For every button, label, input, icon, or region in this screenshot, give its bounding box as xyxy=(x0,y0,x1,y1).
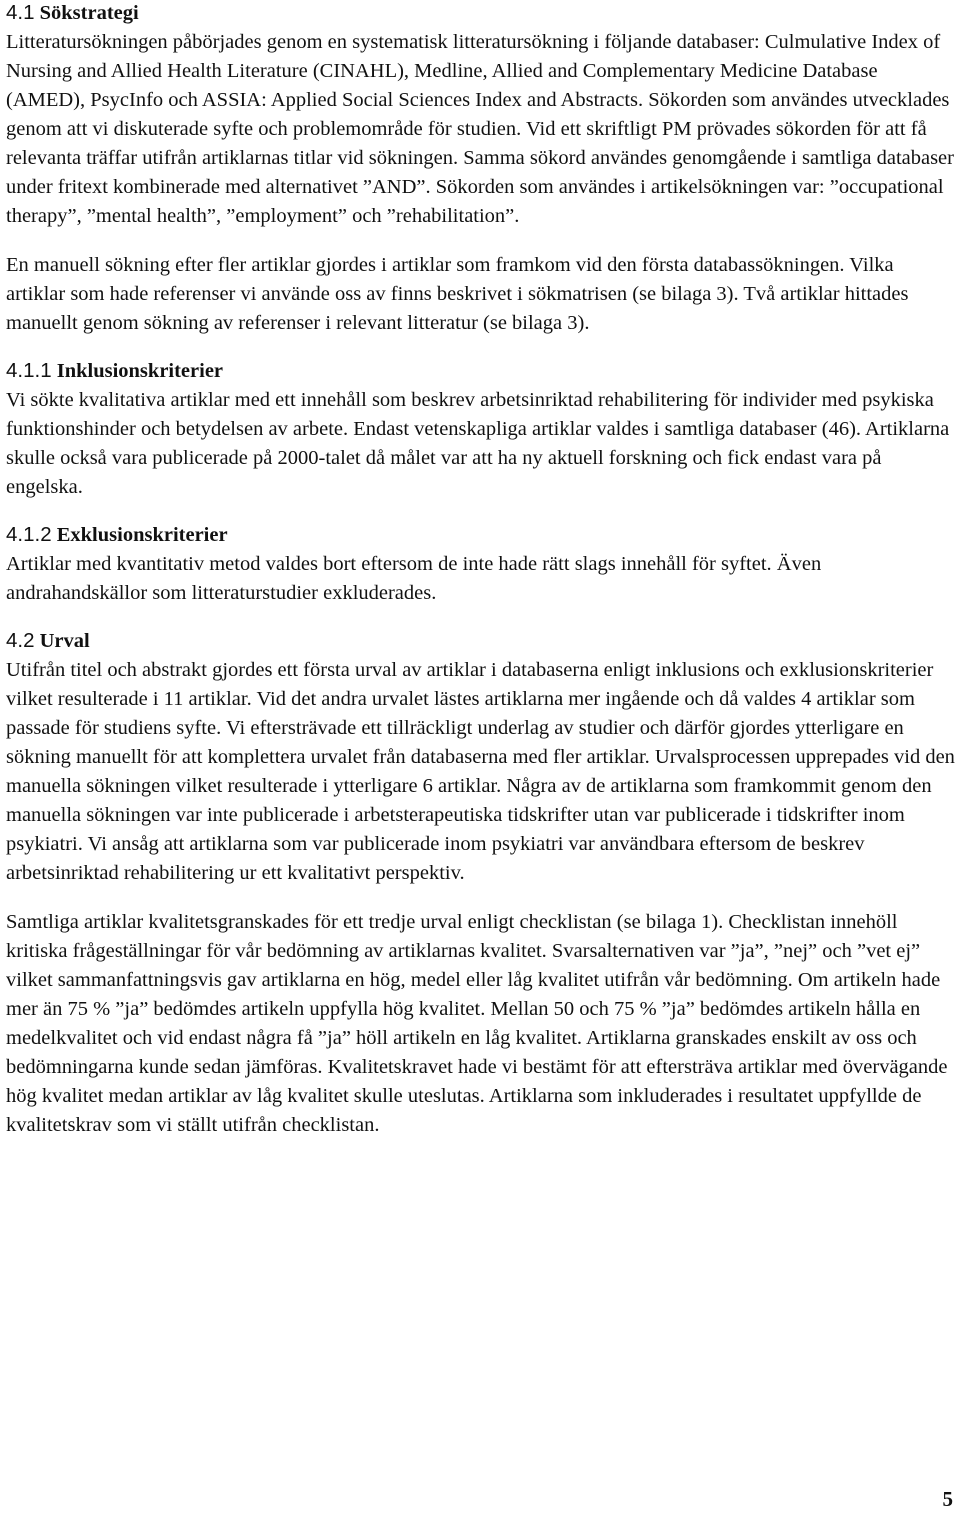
paragraph: Artiklar med kvantitativ metod valdes bort eftersom de inte hade rätt slags innehåll för syftet. Även andrahandskällor som litteraturstudier exkluderades. xyxy=(6,553,822,604)
section-number: 4.1.1 xyxy=(6,359,52,382)
paragraph: En manuell sökning efter fler artiklar gjordes i artiklar som framkom vid den första databassökningen. Vilka artiklar som hade referenser vi använde oss av finns beskrivet i sökmatrisen (se bilaga 3). Två artiklar hittades manuellt genom sökning av referenser i relevant litteratur (se bilaga 3). xyxy=(6,254,909,334)
page-number: 5 xyxy=(942,1487,953,1511)
paragraph: Vi sökte kvalitativa artiklar med ett innehåll som beskrev arbetsinriktad rehabilitering för individer med psykiska funktionshinder och betydelsen av arbete. Endast vetenskapliga artiklar valdes i samtliga databaser (46). Artiklarna skulle också vara publicerade på 2000-talet då målet var att ha ny aktuell forskning och fick endast vara på engelska. xyxy=(6,389,950,498)
paragraph: Litteratursökningen påbörjades genom en systematisk litteratursökning i följande databaser: Culmulative Index of Nursing and Allied Health Literature (CINAHL), Medline, Allied and Complementary Medicine Database (AMED), PsycInfo och ASSIA: Applied Social Sciences Index and Abstracts. Sökorden som användes utvecklades genom att vi diskuterade syfte och problemområde för studien. Vid ett skriftligt PM prövades sökorden för att få relevanta träffar utifrån artiklarnas titlar vid sökningen. Samma sökord användes genomgående i samtliga databaser under fritext kombinerade med alternativet ”AND”. Sökorden som användes i artikelsökningen var: ”occupational therapy”, ”mental health”, ”employment” och ”rehabilitation”. xyxy=(6,31,954,227)
section-title: Exklusionskriterier xyxy=(56,524,228,546)
section-heading-4-1 xyxy=(6,0,956,28)
section-title: Urval xyxy=(39,630,90,652)
paragraph: Samtliga artiklar kvalitetsgranskades för ett tredje urval enligt checklistan (se bilaga 1). Checklistan innehöll kritiska frågeställningar för vår bedömning av artiklarnas kvalitet. Svarsalternativen var ”ja”, ”nej” och ”vet ej” vilket sammanfattningsvis gav artiklarna en hög, medel eller låg kvalitet utifrån vår bedömning. Om artikeln hade mer än 75 % ”ja” bedömdes artikeln uppfylla hög kvalitet. Mellan 50 och 75 % ”ja” bedömdes artikeln hålla en medelkvalitet och vid endast några få ”ja” höll artikeln en låg kvalitet. Artiklarna granskades enskilt av oss och bedömningarna kunde sedan jämföras. Kvalitetskravet hade vi bestämt för att eftersträva artiklar med övervägande hög kvalitet medan artiklar av låg kvalitet skulle uteslutas. Artiklarna som inkluderades i resultatet uppfyllde de kvalitetskrav som vi ställt utifrån checklistan. xyxy=(6,911,948,1136)
section-heading-4-1-1 xyxy=(6,356,956,386)
section-number: 4.1.2 xyxy=(6,523,52,546)
section-heading-4-1-2 xyxy=(6,520,956,550)
section-title: Sökstrategi xyxy=(39,2,139,24)
section-heading-4-2 xyxy=(6,626,956,656)
section-number: 4.2 xyxy=(6,629,35,652)
section-number: 4.1 xyxy=(6,1,35,24)
section-title: Inklusionskriterier xyxy=(56,360,224,382)
document-page xyxy=(6,0,956,1140)
paragraph: Utifrån titel och abstrakt gjordes ett första urval av artiklar i databaserna enligt inklusions och exklusionskriterier vilket resulterade i 11 artiklar. Vid det andra urvalet lästes artiklarna mer ingående och då valdes 4 artiklar som passade för studiens syfte. Vi eftersträvade ett tillräckligt underlag av studier och därför gjordes ytterligare en sökning manuellt för att komplettera urvalet från databaserna med fler artiklar. Urvalsprocessen upprepades vid den manuella sökningen vilket resulterade i ytterligare 6 artiklar. Några av de artiklarna som framkommit genom den manuella sökningen var inte publicerade i arbetsterapeutiska tidskrifter utan var publicerade i tidskrifter inom psykiatri. Vi ansåg att artiklarna som var publicerade inom psykiatri var användbara eftersom de beskrev arbetsinriktad rehabilitering ur ett kvalitativt perspektiv. xyxy=(6,659,955,884)
